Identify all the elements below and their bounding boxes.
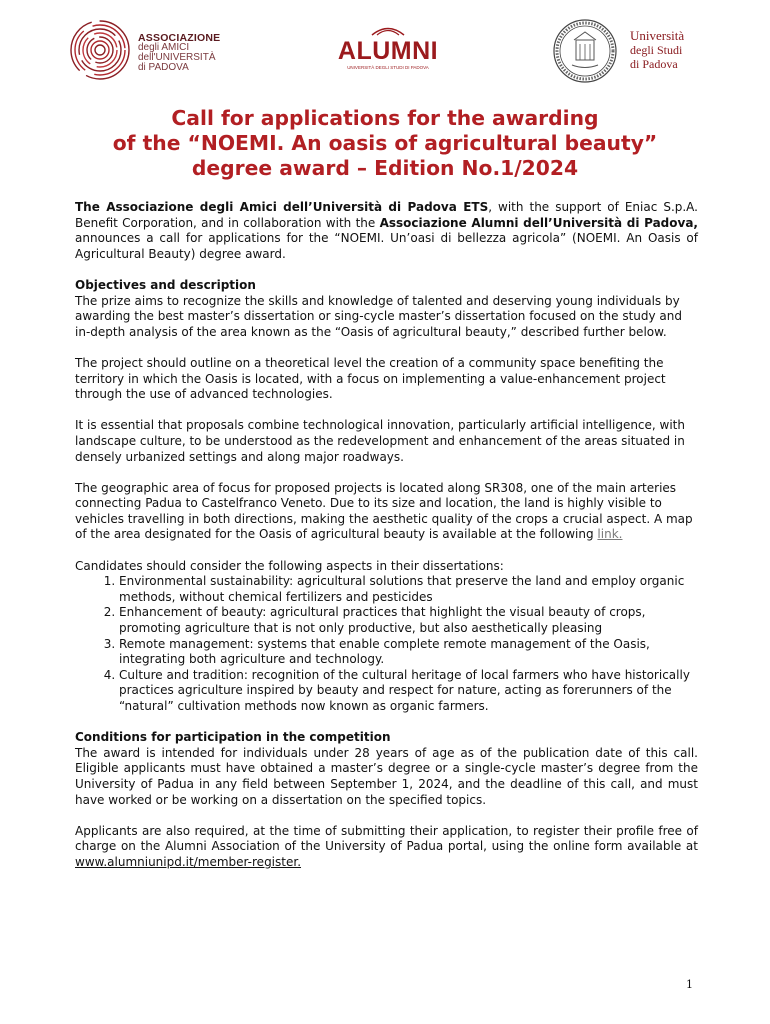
alumni-arc-icon bbox=[368, 26, 408, 36]
objectives-paragraph-3: It is essential that proposals combine technological innovation, particularly artificial intelligence, with landscape culture, to be understood as the redevelopment and enhancement of the areas situated in densely urbanized settings and along major roadways. bbox=[75, 418, 685, 464]
associazione-name: ASSOCIAZIONE degli AMICI dell'UNIVERSITÀ di PADOVA bbox=[138, 32, 221, 73]
page-number: 1 bbox=[686, 978, 693, 991]
conditions-paragraph-1: The award is intended for individuals under 28 years of age as of the publication date of this call. Eligible applicants must have obtained a master’s degree or a single-cycle master’s degree from the University of Padua in any field between September 1, 2024, and the deadline of this call, and must have worked or be working on a dissertation on the specified topics. bbox=[75, 745, 698, 807]
list-item: 2. Enhancement of beauty: agricultural practices that highlight the visual beauty of crops, promoting agriculture that is not only productive, but also aesthetically pleasing bbox=[119, 605, 698, 636]
alumni-logo bbox=[335, 28, 441, 70]
concentric-circles-emblem bbox=[68, 18, 132, 82]
objectives-paragraph-4: The geographic area of focus for proposed projects is located along SR308, one of the main arteries connecting Padua to Castelfranco Veneto. Due to its size and location, the land is highly visible to vehicles travelling in both directions, making the aesthetic quality of the crops a crucial aspect. A map of the area designated for the Oasis of agricultural beauty is available at the following link. bbox=[75, 480, 693, 542]
alumni-wordmark: ALUMNI bbox=[337, 37, 439, 65]
document-body bbox=[75, 200, 698, 871]
intro-paragraph: The Associazione degli Amici dell’Università di Padova ETS, with the support of Eniac S.p.A. Benefit Corporation, and in collaboration with the Associazione Alumni dell’Università di Padova, announces a call for applications for the “NOEMI. Un’oasi di bellezza agricola” (NOEMI. An Oasis of Agricultural Beauty) degree award. bbox=[75, 200, 698, 261]
page-header bbox=[0, 0, 770, 95]
university-name: Università degli Studi di Padova bbox=[630, 28, 685, 71]
objectives-paragraph-1: The prize aims to recognize the skills and knowledge of talented and deserving young individuals by awarding the best master’s dissertation or sing-cycle master’s dissertation focused on the study and in-depth analysis of the area known as the “Oasis of agricultural beauty,” described further below. bbox=[75, 293, 683, 339]
university-seal-icon bbox=[552, 18, 618, 84]
list-item: 3. Remote management: systems that enable complete remote management of the Oasis, integrating both agriculture and technology. bbox=[119, 637, 698, 668]
associazione-amici-logo bbox=[68, 18, 221, 80]
conditions-heading: Conditions for participation in the competition bbox=[75, 730, 391, 745]
member-register-link[interactable]: www.alumniunipd.it/member-register. bbox=[75, 854, 302, 869]
aspects-list bbox=[75, 574, 698, 714]
map-link[interactable]: link. bbox=[597, 527, 623, 542]
objectives-heading: Objectives and description bbox=[75, 277, 256, 292]
list-item: 1. Environmental sustainability: agricultural solutions that preserve the land and employ organic methods, without chemical fertilizers and pesticides bbox=[119, 574, 698, 605]
list-item: 4. Culture and tradition: recognition of the cultural heritage of local farmers who have historically practices agriculture inspired by beauty and respect for nature, acting as forerunners of the “natural” cultivation methods now known as organic farmers. bbox=[119, 668, 698, 715]
page-title: Call for applications for the awarding of the “NOEMI. An oasis of agricultural beauty” degree award – Edition No.1/2024 bbox=[112, 106, 658, 180]
conditions-paragraph-2: Applicants are also required, at the time of submitting their application, to register their profile free of charge on the Alumni Association of the University of Padua portal, using the online form available at www.alumniunipd.it/member-register. bbox=[75, 823, 698, 869]
objectives-paragraph-2: The project should outline on a theoretical level the creation of a community space benefiting the territory in which the Oasis is located, with a focus on implementing a value-enhancement project through the use of advanced technologies. bbox=[75, 355, 666, 402]
alumni-subtitle: UNIVERSITÀ DEGLI STUDI DI PADOVA bbox=[347, 65, 429, 70]
aspects-intro: Candidates should consider the following aspects in their dissertations: bbox=[75, 558, 504, 573]
